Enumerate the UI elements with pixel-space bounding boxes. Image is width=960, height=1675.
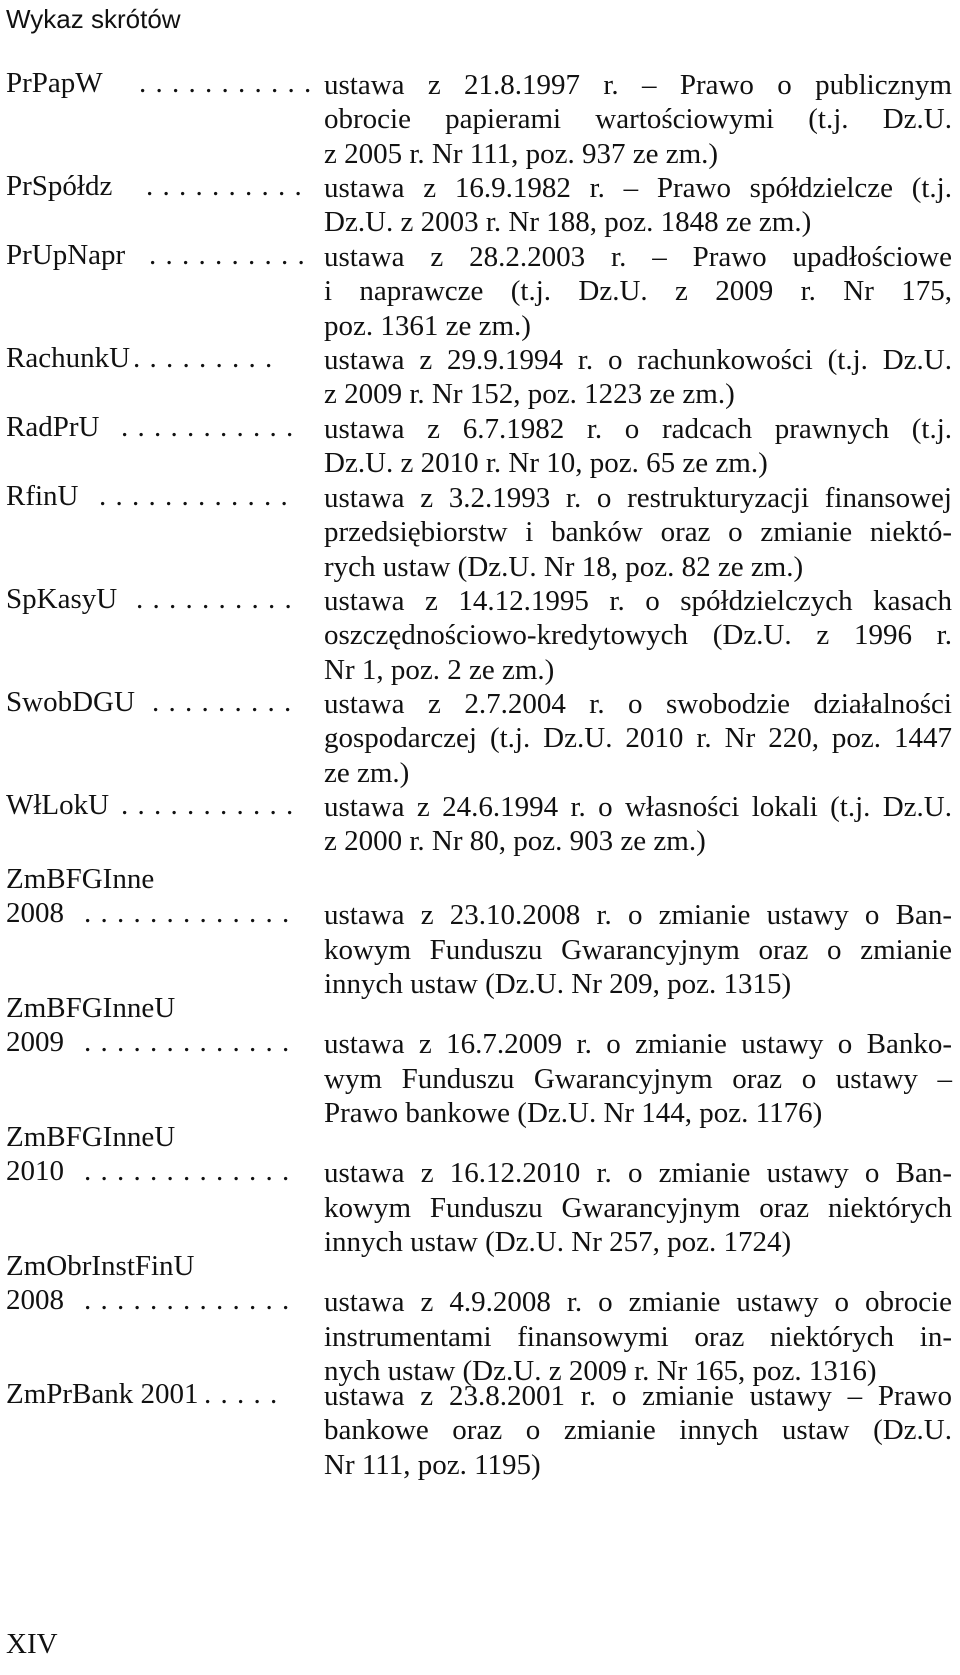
definition-line: ustawa z 16.7.2009 r. o zmianie ustawy o Banko- <box>324 1028 952 1061</box>
definition-line: innych ustaw (Dz.U. Nr 257, poz. 1724) <box>324 1226 792 1259</box>
abbreviation-term: ZmBFGInneU <box>6 992 176 1024</box>
abbreviation-entry <box>6 239 952 342</box>
abbreviation-term: PrSpółdz <box>6 170 113 202</box>
definition-line: Dz.U. z 2010 r. Nr 10, poz. 65 ze zm.) <box>324 447 768 480</box>
abbreviation-definition <box>324 1027 952 1130</box>
abbreviation-term: RachunkU <box>6 342 131 374</box>
definition-line: bankowe oraz o zmianie innych ustaw (Dz.U. <box>324 1414 952 1447</box>
abbreviation-definition <box>324 68 952 171</box>
abbreviation-term: RadPrU <box>6 411 100 443</box>
abbreviation-definition <box>324 171 952 240</box>
abbreviation-definition <box>324 687 952 790</box>
abbreviation-term: PrPapW <box>6 67 103 99</box>
definition-line: ustawa z 3.2.1993 r. o restrukturyzacji finansowej <box>324 482 952 514</box>
abbreviation-definition <box>324 790 952 859</box>
definition-line: ustawa z 21.8.1997 r. – Prawo o publicznym <box>324 69 952 101</box>
page-header: Wykaz skrótów <box>6 4 181 34</box>
abbreviation-entry <box>6 411 952 480</box>
definition-line: nych ustaw (Dz.U. z 2009 r. Nr 165, poz. 1316) <box>324 1355 877 1388</box>
dot-leader: . . . . . . . . . . . <box>121 411 295 443</box>
abbreviation-definition <box>324 898 952 1001</box>
abbreviation-term: ZmBFGInneU <box>6 1121 176 1153</box>
definition-line: kowym Funduszu Gwarancyjnym oraz o zmianie <box>324 933 952 966</box>
definition-line: obrocie papierami wartościowymi (t.j. Dz.U. <box>324 103 952 136</box>
definition-line: z 2005 r. Nr 111, poz. 937 ze zm.) <box>324 137 719 170</box>
dot-leader: . . . . . . . . . . . . . <box>84 1284 291 1317</box>
abbreviation-definition <box>324 412 952 481</box>
definition-line: wym Funduszu Gwarancyjnym oraz o ustawy – <box>324 1062 952 1095</box>
abbreviation-entry <box>6 686 952 789</box>
abbreviation-term: PrUpNapr <box>6 239 126 271</box>
definition-line: kowym Funduszu Gwarancyjnym oraz niektórych <box>324 1191 952 1224</box>
abbreviation-term: SwobDGU <box>6 686 135 718</box>
dot-leader: . . . . . . . . . <box>133 342 274 374</box>
dot-leader: . . . . . . . . . . . . . <box>84 1026 291 1059</box>
abbreviation-entry <box>6 992 952 1130</box>
abbreviation-entry <box>6 67 952 170</box>
definition-line: ustawa z 24.6.1994 r. o własności lokali (t.j. Dz.U. <box>324 791 952 823</box>
definition-line: ustawa z 16.9.1982 r. – Prawo spółdzielcze (t.j. <box>324 172 952 204</box>
definition-line: gospodarczej (t.j. Dz.U. 2010 r. Nr 220, poz. 1447 <box>324 722 952 755</box>
abbreviation-term-year: 2010 <box>6 1155 64 1188</box>
definition-line: ustawa z 28.2.2003 r. – Prawo upadłościowe <box>324 241 952 273</box>
definition-line: rych ustaw (Dz.U. Nr 18, poz. 82 ze zm.) <box>324 550 804 583</box>
abbreviation-entry <box>6 863 952 1001</box>
definition-line: ustawa z 2.7.2004 r. o swobodzie działalności <box>324 688 952 720</box>
definition-line: przedsiębiorstw i banków oraz o zmianie niektó- <box>324 516 952 549</box>
definition-line: ustawa z 29.9.1994 r. o rachunkowości (t.j. Dz.U. <box>324 344 952 376</box>
abbreviation-definition <box>324 1156 952 1259</box>
definition-line: z 2009 r. Nr 152, poz. 1223 ze zm.) <box>324 378 735 411</box>
definition-line: ustawa z 4.9.2008 r. o zmianie ustawy o obrocie <box>324 1286 952 1319</box>
definition-line: Nr 1, poz. 2 ze zm.) <box>324 653 555 686</box>
dot-leader: . . . . . . . . . . . . <box>99 480 289 512</box>
dot-leader: . . . . . . . . . . <box>146 170 303 202</box>
dot-leader: . . . . . . . . . . . . . <box>84 1155 291 1188</box>
definition-line: Nr 111, poz. 1195) <box>324 1448 541 1481</box>
abbreviation-definition <box>324 584 952 687</box>
abbreviation-term-year: 2009 <box>6 1026 64 1059</box>
abbreviation-term: SpKasyU <box>6 583 118 615</box>
definition-line: ustawa z 16.12.2010 r. o zmianie ustawy o Ban- <box>324 1157 952 1190</box>
abbreviation-term: ZmPrBank 2001 <box>6 1378 199 1410</box>
abbreviation-entry <box>6 170 952 239</box>
abbreviation-definition <box>324 240 952 343</box>
definition-line: ustawa z 23.10.2008 r. o zmianie ustawy o Ban- <box>324 899 952 932</box>
abbreviation-entry <box>6 342 952 411</box>
abbreviation-entry <box>6 1121 952 1259</box>
dot-leader: . . . . . . . . . <box>152 686 293 718</box>
definition-line: instrumentami finansowymi oraz niektórych in- <box>324 1320 952 1353</box>
dot-leader: . . . . . . . . . . . . . <box>84 897 291 930</box>
abbreviation-term-year: 2008 <box>6 1284 64 1317</box>
definition-line: i naprawcze (t.j. Dz.U. z 2009 r. Nr 175, <box>324 275 952 308</box>
definition-line: Prawo bankowe (Dz.U. Nr 144, poz. 1176) <box>324 1097 823 1130</box>
dot-leader: . . . . . . . . . . <box>149 239 306 271</box>
definition-line: innych ustaw (Dz.U. Nr 209, poz. 1315) <box>324 968 792 1001</box>
dot-leader: . . . . . <box>204 1378 279 1410</box>
definition-line: Dz.U. z 2003 r. Nr 188, poz. 1848 ze zm.) <box>324 206 812 239</box>
definition-line: ustawa z 23.8.2001 r. o zmianie ustawy – Prawo <box>324 1380 952 1412</box>
dot-leader: . . . . . . . . . . <box>136 583 293 615</box>
abbreviation-term-year: 2008 <box>6 897 64 930</box>
abbreviation-definition <box>324 1379 952 1482</box>
abbreviation-entry <box>6 789 952 858</box>
definition-line: oszczędnościowo-kredytowych (Dz.U. z 1996 r. <box>324 619 952 652</box>
abbreviation-term: ZmBFGInne <box>6 863 155 895</box>
abbreviation-entry <box>6 480 952 583</box>
definition-line: poz. 1361 ze zm.) <box>324 309 531 342</box>
definition-line: ustawa z 14.12.1995 r. o spółdzielczych kasach <box>324 585 952 617</box>
abbreviation-term: ZmObrInstFinU <box>6 1250 195 1282</box>
abbreviation-definition <box>324 343 952 412</box>
dot-leader: . . . . . . . . . . . <box>121 789 295 821</box>
abbreviation-definition <box>324 1285 952 1388</box>
definition-line: ze zm.) <box>324 756 410 789</box>
abbreviation-entry <box>6 583 952 686</box>
abbreviation-term: RfinU <box>6 480 79 512</box>
abbreviation-term: WłLokU <box>6 789 110 821</box>
abbreviation-definition <box>324 481 952 584</box>
abbreviation-entry <box>6 1378 952 1481</box>
definition-line: ustawa z 6.7.1982 r. o radcach prawnych (t.j. <box>324 413 952 445</box>
page-number: XIV <box>6 1628 58 1660</box>
dot-leader: . . . . . . . . . . . <box>139 67 313 99</box>
definition-line: z 2000 r. Nr 80, poz. 903 ze zm.) <box>324 825 706 858</box>
abbreviation-entry <box>6 1250 952 1388</box>
